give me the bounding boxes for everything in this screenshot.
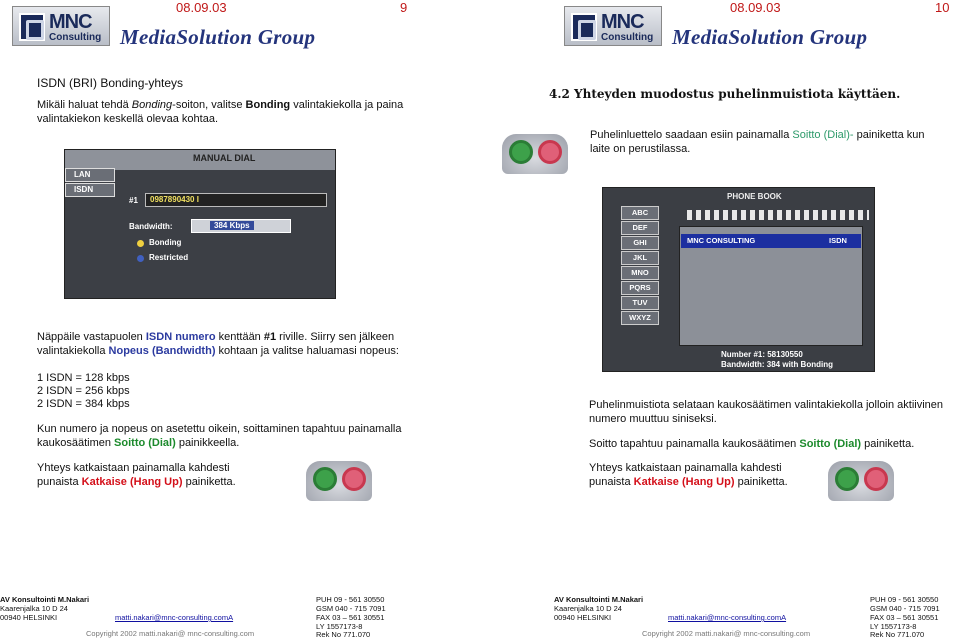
dial-paragraph: Kun numero ja nopeus on asetettu oikein, soittaminen tapahtuu painamalla kaukosäätimen Soitto (Dial) painikkeella. xyxy=(37,423,402,449)
brand-title: MediaSolution Group xyxy=(672,25,868,49)
option-restricted: Restricted xyxy=(149,253,189,262)
letter-tab-jkl: JKL xyxy=(621,251,659,265)
letter-tab-pqrs: PQRS xyxy=(621,281,659,295)
footer-city: 00940 HELSINKI xyxy=(554,613,612,622)
footer-ly: LY 1557173-8 xyxy=(316,622,363,631)
footer-company: AV Konsultointi M.Nakari xyxy=(0,595,90,604)
manual-dial-screenshot xyxy=(64,149,336,299)
letter-tab-def: DEF xyxy=(621,221,659,235)
mnc-logo-icon: MNC Consulting xyxy=(564,6,662,46)
footer-street: Kaarenjalka 10 D 24 xyxy=(0,604,68,613)
browse-paragraph: Puhelinmuistiota selataan kaukosäätimen valintakiekolla jolloin aktiivinen numero muuttuu siniseksi. xyxy=(589,399,944,425)
screen-title: MANUAL DIAL xyxy=(193,153,256,163)
footer-puh: PUH 09 - 561 30550 xyxy=(316,595,385,604)
letter-tab-ghi: GHI xyxy=(621,236,659,250)
page-right xyxy=(480,0,960,639)
active-entry: MNC CONSULTING ISDN xyxy=(681,234,861,248)
footer-fax: FAX 03 – 561 30551 xyxy=(870,613,939,622)
remote-dial-hangup-icon xyxy=(828,461,894,501)
letter-tab-mno: MNO xyxy=(621,266,659,280)
footer-street: Kaarenjalka 10 D 24 xyxy=(554,604,622,613)
mnc-logo-icon: MNC Consulting xyxy=(12,6,110,46)
section-heading: ISDN (BRI) Bonding-yhteys xyxy=(37,76,184,90)
remote-dial-hangup-icon xyxy=(502,134,568,174)
footer-gsm: GSM 040 - 715 7091 xyxy=(316,604,386,613)
option-bonding: Bonding xyxy=(149,238,182,247)
dial-paragraph: Soitto tapahtuu painamalla kaukosäätimen Soitto (Dial) painiketta. xyxy=(589,438,915,450)
speed-3: 2 ISDN = 384 kbps xyxy=(37,398,130,410)
header-date: 08.09.03 xyxy=(176,0,227,15)
remote-dial-hangup-icon xyxy=(306,461,372,501)
footer-city: 00940 HELSINKI xyxy=(0,613,58,622)
screen-title: PHONE BOOK xyxy=(727,192,782,201)
letter-tab-tuv: TUV xyxy=(621,296,659,310)
header-date: 08.09.03 xyxy=(730,0,781,15)
section-heading: 4.2 Yhteyden muodostus puhelinmuistiota käyttäen. xyxy=(549,87,901,101)
number-row-label: #1 xyxy=(129,196,138,205)
intro-paragraph: Mikäli haluat tehdä Bonding-soiton, valitse Bonding valintakiekolla ja paina valintakiekon keskellä olevaa kohtaa. xyxy=(37,99,404,125)
letter-tab-abc: ABC xyxy=(621,206,659,220)
speed-2: 2 ISDN = 256 kbps xyxy=(37,385,130,397)
page-number: 9 xyxy=(400,0,408,15)
tab-isdn: ISDN xyxy=(74,185,94,194)
bandwidth-value: 384 Kbps xyxy=(210,221,254,230)
footer-puh: PUH 09 - 561 30550 xyxy=(870,595,939,604)
intro-paragraph: Puhelinluettelo saadaan esiin painamalla Soitto (Dial)- painiketta kun laite on perustilassa. xyxy=(590,129,925,155)
footer-gsm: GSM 040 - 715 7091 xyxy=(870,604,940,613)
footer-fax: FAX 03 – 561 30551 xyxy=(316,613,385,622)
phone-book-screenshot xyxy=(602,187,875,372)
footer-copyright: Copyright 2002 matti.nakari@ mnc-consulting.com xyxy=(86,629,255,638)
letter-index xyxy=(621,206,659,326)
page-number: 10 xyxy=(935,0,950,15)
footer-copyright: Copyright 2002 matti.nakari@ mnc-consulting.com xyxy=(642,629,811,638)
number-field: 0987890430 I xyxy=(150,195,199,204)
instruction-paragraph: Näppäile vastapuolen ISDN numero kenttään #1 riville. Siirry sen jälkeen valintakiekolla Nopeus (Bandwidth) kohtaan ja valitse haluamasi nopeus: xyxy=(37,331,399,357)
footer-ly: LY 1557173-8 xyxy=(870,622,917,631)
entry-bandwidth: Bandwidth: 384 with Bonding xyxy=(721,360,833,369)
footer-rek: Rek No 771.070 xyxy=(870,630,925,639)
speed-1: 1 ISDN = 128 kbps xyxy=(37,372,130,384)
footer-email-link[interactable]: matti.nakari@mnc-consulting.comA xyxy=(668,613,787,622)
bandwidth-label: Bandwidth: xyxy=(129,222,173,231)
hangup-paragraph: Yhteys katkaistaan painamalla kahdesti punaista Katkaise (Hang Up) painiketta. xyxy=(37,462,236,488)
tab-lan: LAN xyxy=(74,170,91,179)
brand-title: MediaSolution Group xyxy=(120,25,316,49)
hangup-paragraph: Yhteys katkaistaan painamalla kahdesti punaista Katkaise (Hang Up) painiketta. xyxy=(589,462,788,488)
footer-company: AV Konsultointi M.Nakari xyxy=(554,595,644,604)
letter-tab-wxyz: WXYZ xyxy=(621,311,659,325)
footer-rek: Rek No 771.070 xyxy=(316,630,371,639)
entry-number: Number #1: 58130550 xyxy=(721,350,803,359)
footer-email-link[interactable]: matti.nakari@mnc-consulting.comA xyxy=(115,613,234,622)
